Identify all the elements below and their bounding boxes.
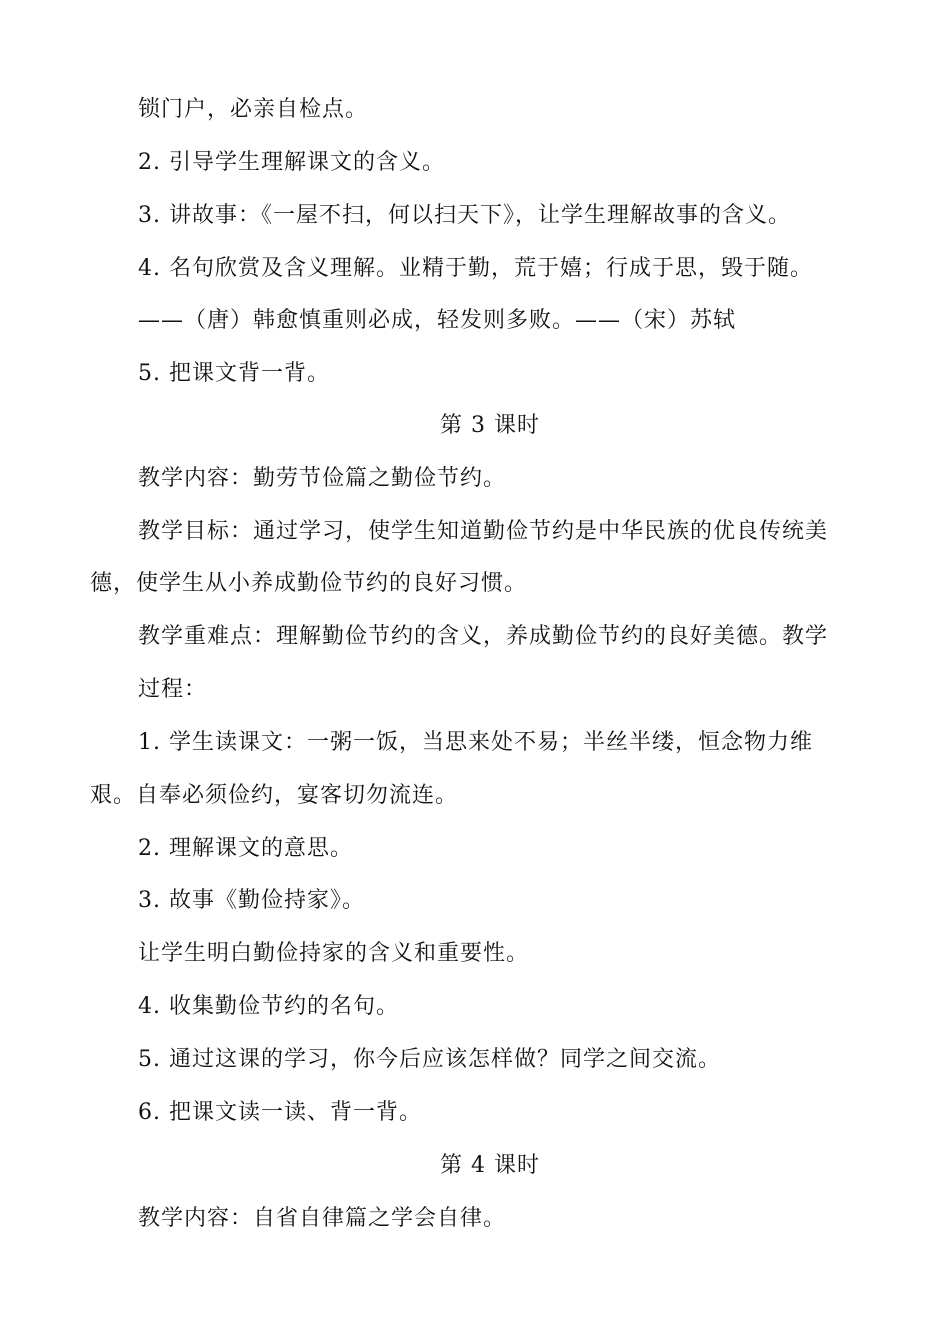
text-line: 让学生明白勤俭持家的含义和重要性。 <box>138 941 530 966</box>
list-item: 3. 讲故事：《一屋不扫，何以扫天下》，让学生理解故事的含义。 <box>138 203 791 228</box>
list-item: 4. 收集勤俭节约的名句。 <box>138 994 399 1019</box>
text-line: 锁门户，必亲自检点。 <box>138 97 369 122</box>
list-item: 2. 理解课文的意思。 <box>138 836 353 861</box>
list-item: 3. 故事《勤俭持家》。 <box>138 888 365 913</box>
list-item: 1. 学生读课文：一粥一饭，当思来处不易；半丝半缕，恒念物力维 <box>138 730 813 755</box>
text-line: 过程： <box>138 677 208 702</box>
text-line: 德，使学生从小养成勤俭节约的良好习惯。 <box>90 571 528 596</box>
text-line: 教学目标：通过学习，使学生知道勤俭节约是中华民族的优良传统美 <box>138 519 829 544</box>
list-item: 4. 名句欣赏及含义理解。业精于勤，荒于嬉；行成于思，毁于随。 <box>138 256 813 281</box>
list-item: 5. 通过这课的学习，你今后应该怎样做？同学之间交流。 <box>138 1047 721 1072</box>
text-line: ——（唐）韩愈慎重则必成，轻发则多败。——（宋）苏轼 <box>138 308 737 333</box>
text-line: 教学内容：勤劳节俭篇之勤俭节约。 <box>138 466 507 491</box>
text-line: 教学内容：自省自律篇之学会自律。 <box>138 1206 507 1231</box>
list-item: 6. 把课文读一读、背一背。 <box>138 1100 422 1125</box>
section-heading: 第 4 课时 <box>440 1153 540 1178</box>
text-line: 艰。自奉必须俭约，宴客切勿流连。 <box>90 783 459 808</box>
text-line: 教学重难点：理解勤俭节约的含义，养成勤俭节约的良好美德。教学 <box>138 624 829 649</box>
section-heading: 第 3 课时 <box>440 413 540 438</box>
list-item: 2. 引导学生理解课文的含义。 <box>138 150 445 175</box>
list-item: 5. 把课文背一背。 <box>138 361 330 386</box>
